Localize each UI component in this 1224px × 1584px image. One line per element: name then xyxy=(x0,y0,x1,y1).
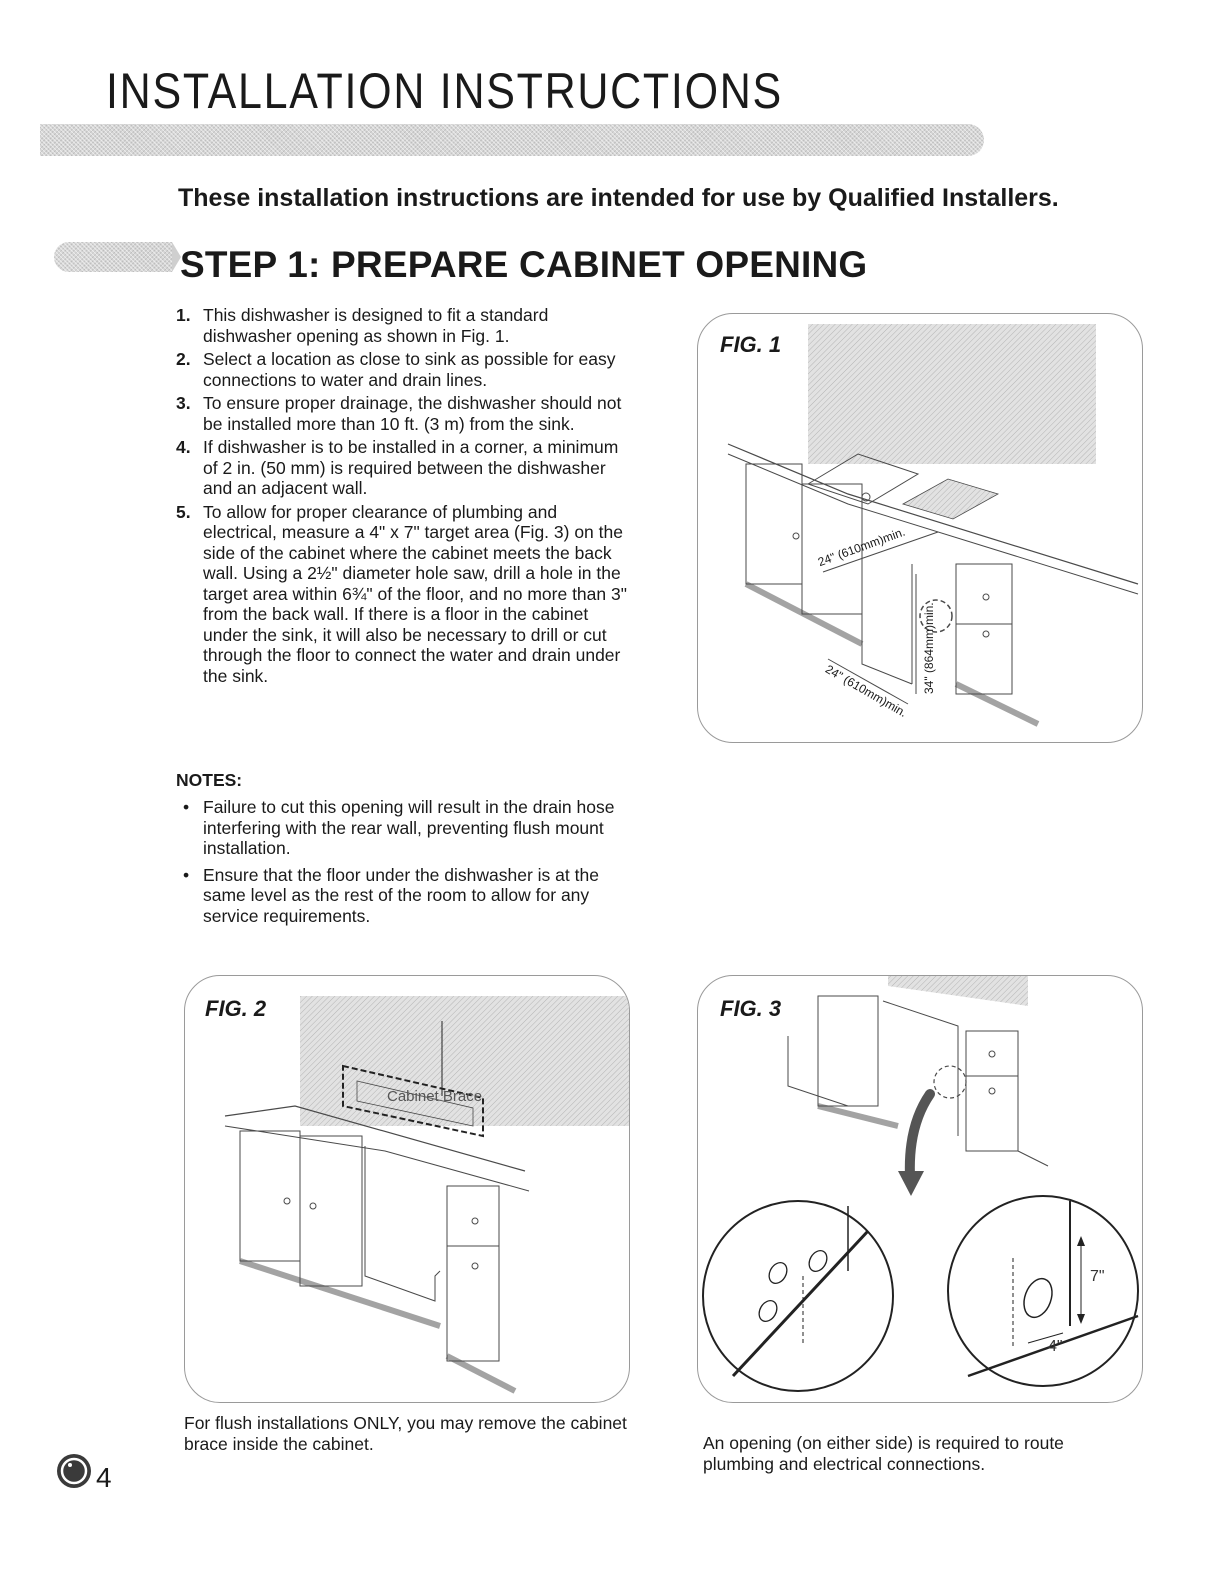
fig3-illustration xyxy=(698,976,1142,1402)
list-item xyxy=(176,502,632,687)
fig1-dim-height: 34" (864mm)min. xyxy=(922,602,936,694)
notes-heading: NOTES: xyxy=(176,770,243,790)
item-number: 4. xyxy=(176,437,191,457)
fig1-dim-bottom: 24" (610mm)min. xyxy=(823,662,910,720)
detail-circle-left xyxy=(703,1201,893,1391)
item-text: This dishwasher is designed to fit a standard dishwasher opening as shown in Fig. 1. xyxy=(203,305,549,346)
fig3-label: FIG. 3 xyxy=(720,996,782,1021)
item-number: 5. xyxy=(176,501,191,522)
figure-3 xyxy=(697,975,1143,1403)
list-item xyxy=(176,437,632,499)
list-item xyxy=(176,797,632,859)
page-title: INSTALLATION INSTRUCTIONS xyxy=(106,63,783,119)
notes-list xyxy=(176,797,632,932)
list-item xyxy=(176,305,632,346)
fig1-dim-top: 24" (610mm)min. xyxy=(816,524,907,570)
figure-1 xyxy=(697,313,1143,743)
title-decorative-bar xyxy=(40,124,984,156)
arrow-icon xyxy=(898,1171,924,1196)
item-number: 3. xyxy=(176,393,191,413)
note-text: Ensure that the floor under the dishwasher is at the same level as the rest of the room to allow for any service requirements. xyxy=(203,864,599,926)
item-number: 1. xyxy=(176,305,191,325)
page-number: 4 xyxy=(96,1462,112,1493)
list-item xyxy=(176,349,632,390)
fig3-dim-height: 7" xyxy=(1090,1268,1105,1285)
fig3-dim-width: 4" xyxy=(1048,1338,1063,1355)
fig1-label: FIG. 1 xyxy=(720,332,782,357)
cabinet-brace-callout: Cabinet Brace xyxy=(387,1088,483,1105)
detail-circle-right xyxy=(948,1196,1138,1386)
figure-2 xyxy=(184,975,630,1403)
item-text: If dishwasher is to be installed in a corner, a minimum of 2 in. (50 mm) is required between the dishwasher and an adjacent wall. xyxy=(203,437,619,498)
step-list xyxy=(176,305,632,689)
fig3-caption: An opening (on either side) is required to route plumbing and electrical connections. xyxy=(703,1433,1064,1474)
backsplash-wall xyxy=(808,324,1096,464)
bullet: • xyxy=(183,797,190,817)
bullet: • xyxy=(183,864,190,885)
item-text: To allow for proper clearance of plumbing and electrical, measure a 4" x 7" target area (Fig. 3) on the side of the cabinet where the cabinet meets the back wall. Using a 2½" diameter hole saw, drill a hole in the target area within 6¾" of the floor, and no more than 3" from the back wall. If there is a floor in the cabinet under the sink, it will also be necessary to drill or cut through the floor to connect the water and drain under the sink. xyxy=(203,501,627,686)
item-text: Select a location as close to sink as possible for easy connections to water and drain lines. xyxy=(203,349,616,390)
list-item xyxy=(176,865,632,927)
step-tab-marker xyxy=(54,242,172,272)
fig2-illustration xyxy=(185,976,629,1402)
qualified-installers-notice: These installation instructions are intended for use by Qualified Installers. xyxy=(178,184,1059,212)
lg-logo-icon xyxy=(55,1452,93,1490)
note-text: Failure to cut this opening will result in the drain hose interfering with the rear wall, preventing flush mount installation. xyxy=(203,797,615,858)
fig2-label: FIG. 2 xyxy=(205,996,267,1021)
fig2-caption: For flush installations ONLY, you may remove the cabinet brace inside the cabinet. xyxy=(184,1413,627,1454)
step-heading: STEP 1: PREPARE CABINET OPENING xyxy=(180,244,868,285)
fig1-illustration xyxy=(698,314,1142,742)
list-item xyxy=(176,393,632,434)
item-text: To ensure proper drainage, the dishwasher should not be installed more than 10 ft. (3 m) from the sink. xyxy=(203,393,622,434)
item-number: 2. xyxy=(176,349,191,369)
